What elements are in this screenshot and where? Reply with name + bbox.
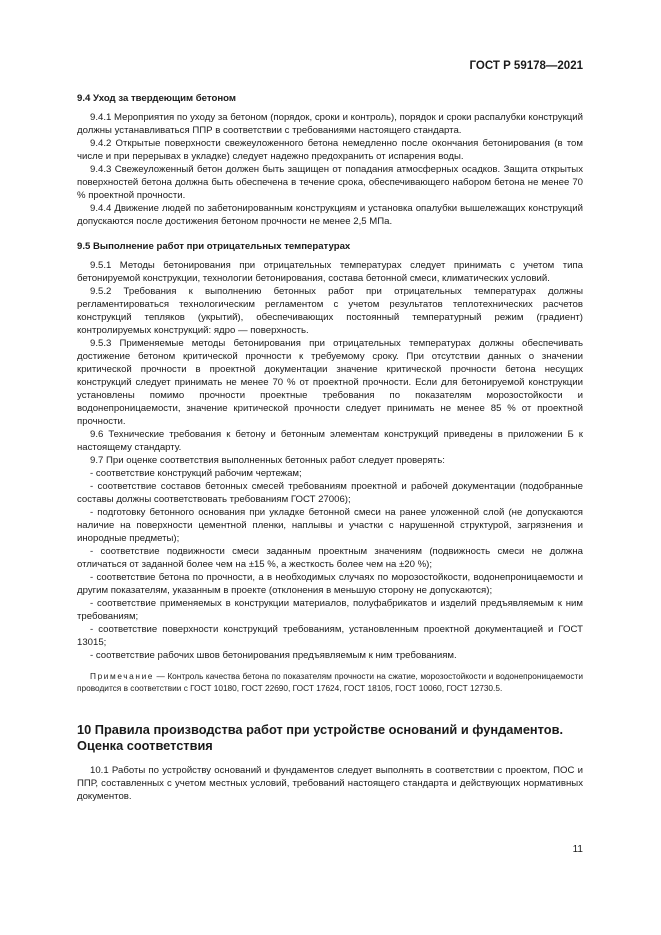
page-body	[77, 92, 583, 803]
paragraph-9-5-1: 9.5.1 Методы бетонирования при отрицательных температурах следует принимать с учетом типа бетонируемой конструкции, технологии бетонирования, состава бетонной смеси, климатических условий.	[77, 260, 583, 284]
checklist-item: - соответствие подвижности смеси заданным проектным значениям (подвижность смеси не должна отличаться от заданной более чем на ±15 %, а жесткость более чем на ±20 %);	[77, 546, 583, 570]
checklist-item: - соответствие поверхности конструкций требованиям, установленным проектной документацией и ГОСТ 13015;	[77, 624, 583, 648]
checklist-item: - соответствие конструкций рабочим чертежам;	[90, 468, 302, 479]
note	[77, 671, 583, 694]
paragraph-9-5-3: 9.5.3 Применяемые методы бетонирования при отрицательных температурах должны обеспечивать достижение бетоном критической прочности к требуемому сроку. При отсутствии данных о значении критической прочности в проектной документации значение критической прочности бетона несущих конструкций следует принимать не менее 70 % от проектной прочности. Если для бетонируемой конструкции установлены помимо прочности проектные требования по показателям морозостойкости и водонепроницаемости, значение критической прочности следует принимать не менее 85 % от проектной прочности.	[77, 338, 583, 427]
paragraph-9-6: 9.6 Технические требования к бетону и бетонным элементам конструкций приведены в приложении Б к настоящему стандарту.	[77, 429, 583, 453]
note-label: Примечание	[90, 671, 155, 681]
paragraph-10-1: 10.1 Работы по устройству оснований и фундаментов следует выполнять в соответствии с проектом, ПОС и ППР, составленных с учетом местных условий, требований настоящего стандарта и действующих нормативных документов.	[77, 765, 583, 802]
page-number: 11	[572, 844, 583, 855]
checklist-item: - соответствие бетона по прочности, а в необходимых случаях по морозостойкости, водонепроницаемости и другим показателям, указанным в проекте (отклонения в меньшую сторону не допускаются);	[77, 572, 583, 596]
section-10-title: 10 Правила производства работ при устройстве оснований и фундаментов. Оценка соответствия	[77, 722, 564, 753]
section-9-4-title: 9.4 Уход за твердеющим бетоном	[77, 93, 236, 104]
checklist-item: - соответствие рабочих швов бетонирования предъявляемым к ним требованиям.	[90, 650, 457, 661]
note-text: — Контроль качества бетона по показателям прочности на сжатие, морозостойкости и водонепроницаемости проводится в соответствии с ГОСТ 10180, ГОСТ 22690, ГОСТ 17624, ГОСТ 18105, ГОСТ 10060, ГОСТ 12730.5.	[77, 671, 583, 693]
document-header: ГОСТ Р 59178—2021	[469, 60, 583, 72]
paragraph-9-4-2: 9.4.2 Открытые поверхности свежеуложенного бетона немедленно после окончания бетонирования (в том числе и при перерывах в укладке) следует надежно предохранить от испарения воды.	[77, 138, 583, 162]
paragraph-9-7: 9.7 При оценке соответствия выполненных бетонных работ следует проверять:	[90, 455, 445, 466]
section-9-5-title: 9.5 Выполнение работ при отрицательных температурах	[77, 241, 351, 252]
paragraph-9-4-3: 9.4.3 Свежеуложенный бетон должен быть защищен от попадания атмосферных осадков. Защита открытых поверхностей бетона должна быть обеспечена в течение срока, обеспечивающего набором бетона не менее 70 % проектной прочности.	[77, 164, 583, 201]
checklist-item: - соответствие составов бетонных смесей требованиям проектной и рабочей документации (подобранные составы должны соответствовать требованиям ГОСТ 27006);	[77, 481, 583, 505]
paragraph-9-5-2: 9.5.2 Требования к выполнению бетонных работ при отрицательных температурах должны регламентироваться технологическим регламентом с учетом результатов теплотехнических расчетов конструкций тепляков (укрытий), обеспечивающих постоянный температурный режим (градиент) контролируемых конструкций: ядро — поверхность.	[77, 286, 583, 336]
paragraph-9-4-1: 9.4.1 Мероприятия по уходу за бетоном (порядок, сроки и контроль), порядок и сроки распалубки конструкций должны устанавливаться ППР в соответствии с требованиями настоящего стандарта.	[77, 112, 583, 136]
checklist-item: - соответствие применяемых в конструкции материалов, полуфабрикатов и изделий предъявляемым к ним требованиям;	[77, 598, 583, 622]
checklist-item: - подготовку бетонного основания при укладке бетонной смеси на ранее уложенной слой (не допускаются наличие на поверхности цементной пленки, наплывы и участки с нарушенной структурой, загрязнения и инородные предметы);	[77, 507, 583, 544]
paragraph-9-4-4: 9.4.4 Движение людей по забетонированным конструкциям и установка опалубки вышележащих конструкций допускаются после достижения бетоном прочности не менее 2,5 МПа.	[77, 203, 583, 227]
